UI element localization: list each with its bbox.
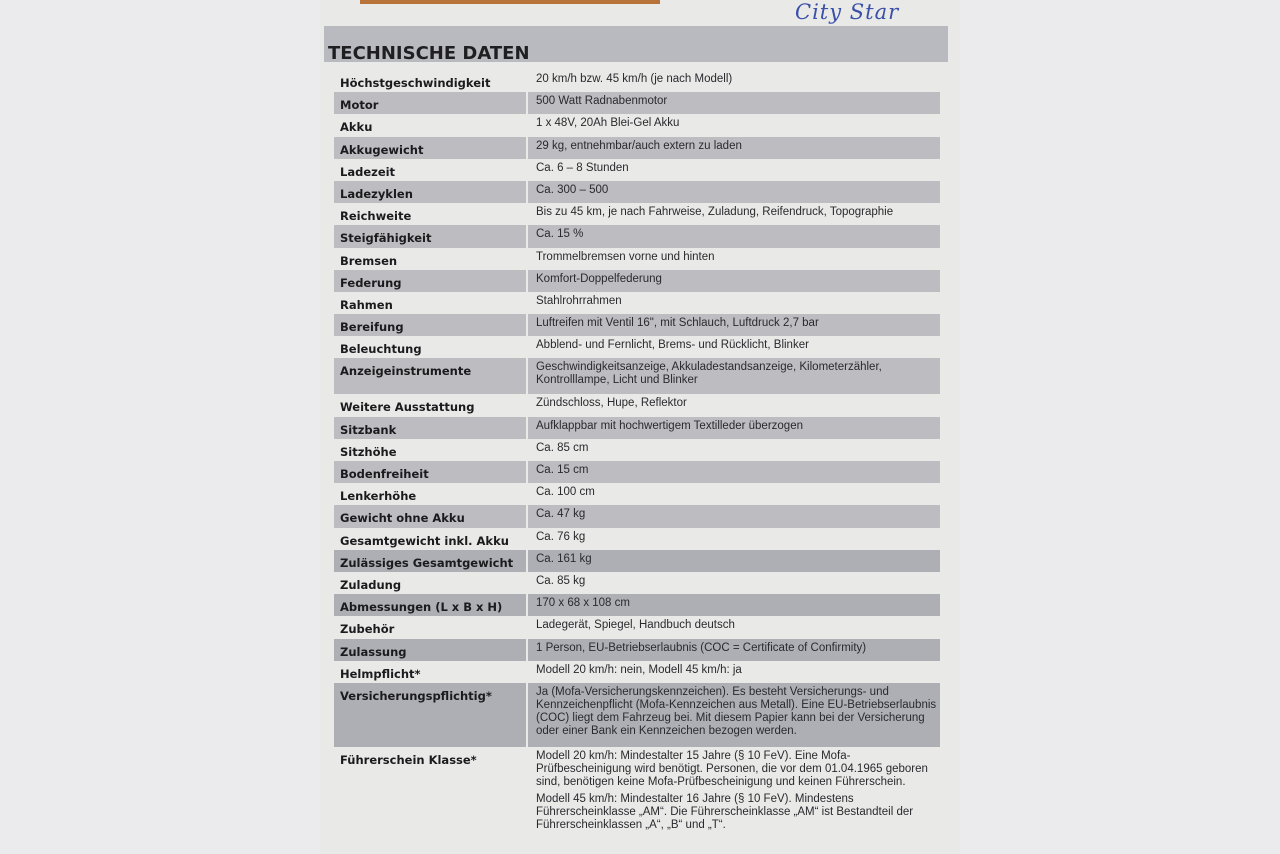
row-label: Sitzhöhe bbox=[334, 439, 528, 461]
table-row bbox=[334, 461, 940, 483]
table-row bbox=[334, 203, 940, 225]
row-value: Geschwindigkeitsanzeige, Akkuladestandsanzeige, Kilometerzähler, Kontrolllampe, Licht und Blinker bbox=[528, 358, 940, 394]
row-label: Anzeigeinstrumente bbox=[334, 358, 528, 394]
row-value: Trommelbremsen vorne und hinten bbox=[536, 250, 715, 263]
table-row bbox=[334, 292, 940, 314]
row-value: Aufklappbar mit hochwertigem Textilleder überzogen bbox=[528, 417, 940, 439]
row-value: Ja (Mofa-Versicherungskennzeichen). Es besteht Versicherungs- und Kennzeichenpflicht (Mofa-Kennzeichen aus Metall). Eine EU-Betriebserlaubnis (COC) liegt dem Fahrzeug bei. Mit diesem Papier kann bei der Versicherung oder einer Bank ein Kennzeichen bezogen werden. bbox=[528, 683, 940, 747]
row-value: Ca. 6 – 8 Stunden bbox=[536, 161, 629, 174]
table-row bbox=[334, 747, 940, 843]
row-value: 1 Person, EU-Betriebserlaubnis (COC = Certificate of Confirmity) bbox=[528, 639, 940, 661]
table-row bbox=[334, 594, 940, 616]
table-row bbox=[334, 70, 940, 92]
row-value: 1 x 48V, 20Ah Blei-Gel Akku bbox=[536, 117, 680, 130]
spec-sheet bbox=[320, 0, 960, 854]
row-label: Bereifung bbox=[334, 314, 528, 336]
table-row bbox=[334, 683, 940, 747]
table-row bbox=[334, 439, 940, 461]
row-value: Abblend- und Fernlicht, Brems- und Rücklicht, Blinker bbox=[536, 339, 809, 352]
row-label: Bodenfreiheit bbox=[334, 461, 528, 483]
row-label: Ladezeit bbox=[334, 159, 528, 181]
row-label: Akku bbox=[334, 114, 528, 136]
row-label: Zubehör bbox=[334, 616, 528, 638]
row-label: Lenkerhöhe bbox=[334, 483, 528, 505]
table-row bbox=[334, 336, 940, 358]
row-value: Ca. 85 cm bbox=[536, 441, 589, 454]
value-paragraph: Modell 20 km/h: Mindestalter 15 Jahre (§ 10 FeV). Eine Mofa-Prüfbescheinigung wird benötigt. Personen, die vor dem 01.04.1965 geboren sind, benötigen keine Mofa-Prüfbescheinigung und keinen Führerschein. bbox=[536, 749, 928, 788]
table-row bbox=[334, 137, 940, 159]
table-row bbox=[334, 181, 940, 203]
row-value: Zündschloss, Hupe, Reflektor bbox=[536, 397, 687, 410]
row-label: Reichweite bbox=[334, 203, 528, 225]
row-label: Abmessungen (L x B x H) bbox=[334, 594, 528, 616]
table-row bbox=[334, 661, 940, 683]
row-value: Ca. 161 kg bbox=[528, 550, 940, 572]
table-row bbox=[334, 248, 940, 270]
page-title: TECHNISCHE DATEN bbox=[328, 43, 530, 64]
table-row bbox=[334, 639, 940, 661]
table-row bbox=[334, 550, 940, 572]
row-label: Federung bbox=[334, 270, 528, 292]
row-value bbox=[528, 747, 940, 843]
spec-table bbox=[334, 70, 940, 843]
row-label: Zulassung bbox=[334, 639, 528, 661]
row-value: Luftreifen mit Ventil 16", mit Schlauch, Luftdruck 2,7 bar bbox=[528, 314, 940, 336]
row-label: Akkugewicht bbox=[334, 137, 528, 159]
row-label: Gesamtgewicht inkl. Akku bbox=[334, 528, 528, 550]
row-label: Höchstgeschwindigkeit bbox=[334, 70, 528, 92]
handwritten-note: City Star bbox=[795, 0, 900, 24]
row-label: Motor bbox=[334, 92, 528, 114]
table-row bbox=[334, 358, 940, 394]
row-value: Komfort-Doppelfederung bbox=[528, 270, 940, 292]
table-row bbox=[334, 394, 940, 416]
row-label: Versicherungspflichtig* bbox=[334, 683, 528, 747]
row-value: Stahlrohrrahmen bbox=[536, 294, 622, 307]
table-row bbox=[334, 159, 940, 181]
row-value: Ca. 15 % bbox=[528, 225, 940, 247]
row-value: Ca. 15 cm bbox=[528, 461, 940, 483]
table-row bbox=[334, 114, 940, 136]
value-paragraph: Modell 45 km/h: Mindestalter 16 Jahre (§ 10 FeV). Mindestens Führerscheinklasse „AM“. Die Führerscheinklasse „AM“ ist Bestandteil der Führerscheinklassen „A“, „B“ und „T“. bbox=[536, 792, 914, 831]
row-label: Weitere Ausstattung bbox=[334, 394, 528, 416]
row-value: 170 x 68 x 108 cm bbox=[528, 594, 940, 616]
table-row bbox=[334, 270, 940, 292]
table-row bbox=[334, 225, 940, 247]
top-color-strip bbox=[360, 0, 660, 4]
row-value: Ca. 85 kg bbox=[536, 574, 586, 587]
table-row bbox=[334, 616, 940, 638]
table-row bbox=[334, 417, 940, 439]
row-label: Bremsen bbox=[334, 248, 528, 270]
row-label: Führerschein Klasse* bbox=[334, 747, 528, 843]
row-value: 500 Watt Radnabenmotor bbox=[528, 92, 940, 114]
row-value: Ca. 47 kg bbox=[528, 505, 940, 527]
table-row bbox=[334, 314, 940, 336]
row-label: Gewicht ohne Akku bbox=[334, 505, 528, 527]
row-value: Ca. 76 kg bbox=[536, 530, 586, 543]
row-label: Beleuchtung bbox=[334, 336, 528, 358]
row-value: Ladegerät, Spiegel, Handbuch deutsch bbox=[536, 619, 735, 632]
row-value: Bis zu 45 km, je nach Fahrweise, Zuladung, Reifendruck, Topographie bbox=[536, 206, 894, 219]
row-label: Steigfähigkeit bbox=[334, 225, 528, 247]
row-value: 29 kg, entnehmbar/auch extern zu laden bbox=[528, 137, 940, 159]
table-row bbox=[334, 483, 940, 505]
row-label: Rahmen bbox=[334, 292, 528, 314]
table-row bbox=[334, 505, 940, 527]
row-value: Ca. 300 – 500 bbox=[528, 181, 940, 203]
table-row bbox=[334, 92, 940, 114]
row-value: 20 km/h bzw. 45 km/h (je nach Modell) bbox=[536, 73, 733, 85]
table-row bbox=[334, 572, 940, 594]
table-row bbox=[334, 528, 940, 550]
row-label: Zulässiges Gesamtgewicht bbox=[334, 550, 528, 572]
row-value: Ca. 100 cm bbox=[536, 486, 595, 499]
row-label: Zuladung bbox=[334, 572, 528, 594]
row-value: Modell 20 km/h: nein, Modell 45 km/h: ja bbox=[536, 663, 742, 676]
row-label: Ladezyklen bbox=[334, 181, 528, 203]
row-label: Helmpflicht* bbox=[334, 661, 528, 683]
row-label: Sitzbank bbox=[334, 417, 528, 439]
